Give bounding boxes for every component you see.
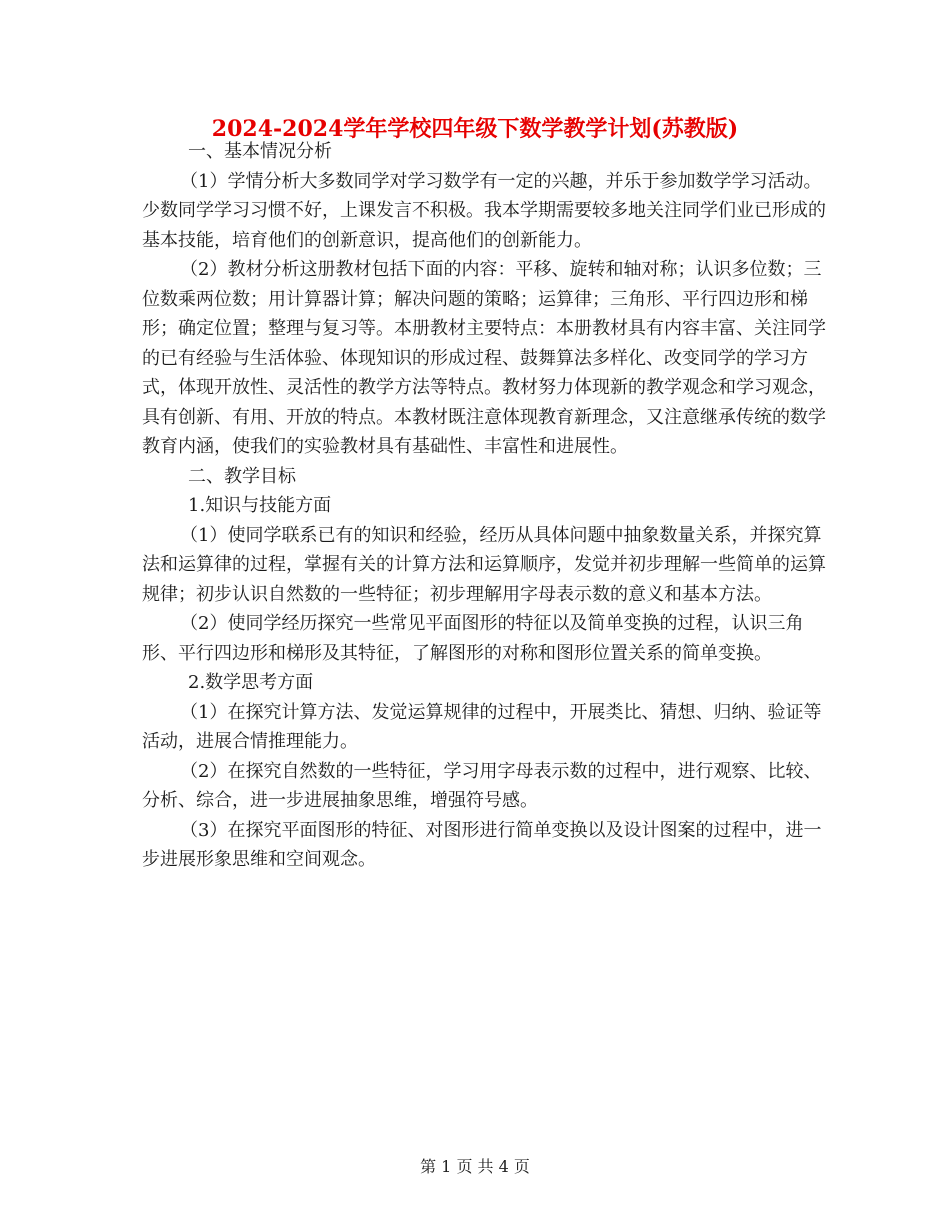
- paragraph-knowledge-1: （1）使同学联系已有的知识和经验，经历从具体问题中抽象数量关系，并探究算法和运算律的过程，掌握有关的计算方法和运算顺序，发觉并初步理解一些简单的运算规律；初步认识自然数的一些特征；初步理解用字母表示数的意义和基本方法。: [142, 524, 826, 605]
- document-body: [142, 137, 832, 875]
- section-heading-teaching-goals: 二、教学目标: [188, 465, 296, 487]
- document-title: 2024-2024学年学校四年级下数学教学计划(苏教版): [211, 116, 739, 142]
- paragraph-student-analysis: （1）学情分析大多数同学对学习数学有一定的兴趣，并乐于参加数学学习活动。少数同学学习习惯不好，上课发言不积极。我本学期需要较多地关注同学们业已形成的基本技能，培育他们的创新意识，提高他们的创新能力。: [142, 170, 826, 251]
- paragraph-thinking-1: （1）在探究计算方法、发觉运算规律的过程中，开展类比、猜想、归纳、验证等活动，进展合情推理能力。: [142, 701, 822, 752]
- section-heading-basic-analysis: 一、基本情况分析: [188, 141, 332, 162]
- paragraph-textbook-analysis: （2）教材分析这册教材包括下面的内容：平移、旋转和轴对称；认识多位数；三位数乘两位数；用计算器计算；解决问题的策略；运算律；三角形、平行四边形和梯形；确定位置；整理与复习等。本册教材主要特点：本册教材具有内容丰富、关注同学的已有经验与生活体验、体现知识的形成过程、鼓舞算法多样化、改变同学的学习方式，体现开放性、灵活性的教学方法等特点。教材努力体现新的教学观念和学习观念，具有创新、有用、开放的特点。本教材既注意体现教育新理念，又注意继承传统的数学教育内涵，使我们的实验教材具有基础性、丰富性和进展性。: [142, 259, 826, 457]
- paragraph-thinking-3: （3）在探究平面图形的特征、对图形进行简单变换以及设计图案的过程中，进一步进展形象思维和空间观念。: [142, 819, 822, 870]
- paragraph-knowledge-2: （2）使同学经历探究一些常见平面图形的特征以及简单变换的过程，认识三角形、平行四边形和梯形及其特征，了解图形的对称和图形位置关系的简单变换。: [142, 613, 804, 664]
- paragraph-thinking-2: （2）在探究自然数的一些特征，学习用字母表示数的过程中，进行观察、比较、分析、综合，进一步进展抽象思维，增强符号感。: [142, 760, 822, 811]
- page-number-footer: 第 1 页 共 4 页: [420, 1157, 530, 1176]
- subsection-heading-math-thinking: 2.数学思考方面: [188, 672, 314, 693]
- subsection-heading-knowledge-skills: 1.知识与技能方面: [188, 495, 332, 516]
